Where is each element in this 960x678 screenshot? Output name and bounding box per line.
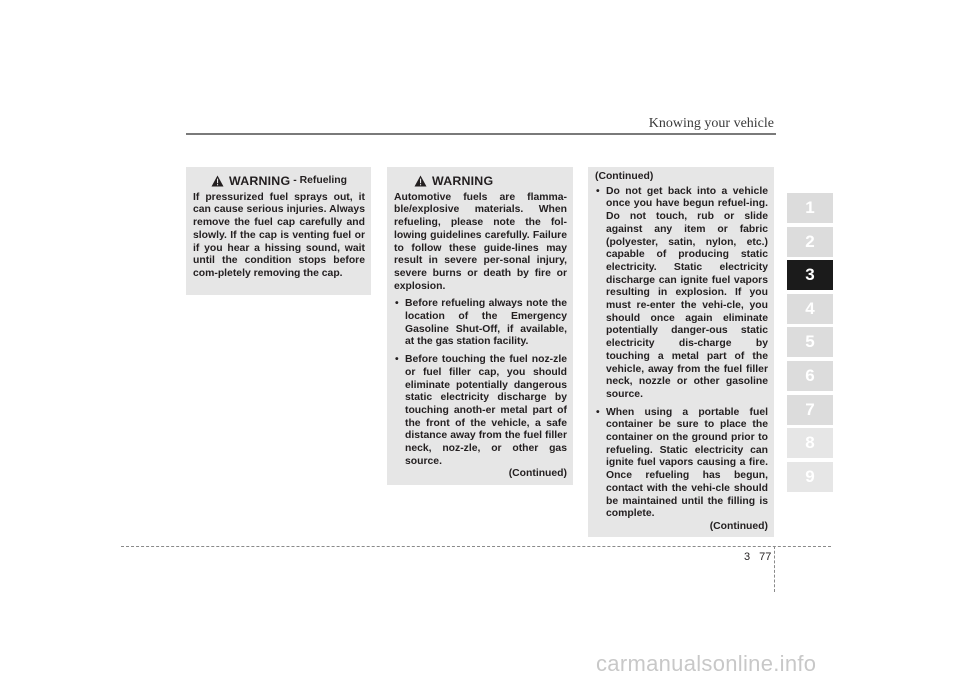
continued-label: (Continued) <box>508 468 567 480</box>
chapter-tab-5[interactable]: 5 <box>787 327 833 357</box>
list-item: • When using a portable fuel container be sure to place the container on the ground prior to refueling. Static electricity can ignite fuel vapors causing a fire. Once refueling has begun, contact with the vehi-cle should be maintained until the filling is complete. <box>595 407 768 521</box>
warning-box-continued <box>588 167 774 537</box>
warning-intro: Automotive fuels are flamma-ble/explosive materials. When refueling, please note the fol-lowing guidelines carefully. Failure to follow these guide-lines may result in severe per-sonal injury, severe burns or death by fire or explosion. <box>394 191 567 292</box>
list-item: • Before touching the fuel noz-zle or fuel filler cap, you should eliminate potentially dangerous static electricity discharge by touching anoth-er metal part of the front of the vehicle, a safe distance away from the fuel filler neck, noz-zle, or other gas source. <box>394 354 567 468</box>
page-number <box>744 551 771 563</box>
warning-body: If pressurized fuel sprays out, it can cause serious injuries. Always remove the fuel cap carefully and slowly. If the cap is venting fuel or if you hear a hissing sound, wait until the condition stops before com-pletely removing the cap. <box>193 191 365 279</box>
watermark: carmanualsonline.info <box>596 651 817 676</box>
warning-bullet-list <box>394 298 567 468</box>
list-item: • Do not get back into a vehicle once you have begun refuel-ing. Do not touch, rub or slide against any item or fabric (polyester, satin, nylon, etc.) capable of producing static electricity. Static electricity discharge can ignite fuel vapors resulting in explosion. If you must re-enter the vehi-cle, you should once again eliminate potentially danger-ous static electricity dis-charge by touching a metal part of the vehicle, away from the fuel filler neck, nozzle or other gasoline source. <box>595 186 768 402</box>
section-title: Knowing your vehicle <box>648 116 774 131</box>
chapter-tabs <box>787 193 833 495</box>
chapter-tab-7[interactable]: 7 <box>787 395 833 425</box>
warning-box-refueling <box>186 167 371 295</box>
chapter-tab-8[interactable]: 8 <box>787 428 833 458</box>
continued-label-top: (Continued) <box>595 171 654 182</box>
warning-bullet-list <box>595 186 768 521</box>
warning-header <box>394 175 567 188</box>
chapter-tab-6[interactable]: 6 <box>787 361 833 391</box>
warning-title: WARNING <box>432 174 494 188</box>
warning-triangle-icon <box>414 175 427 187</box>
chapter-tab-4[interactable]: 4 <box>787 294 833 324</box>
chapter-tab-9[interactable]: 9 <box>787 462 833 492</box>
warning-header <box>193 175 365 188</box>
page-chapter: 3 <box>744 551 751 563</box>
chapter-tab-1[interactable]: 1 <box>787 193 833 223</box>
footer-divider <box>121 546 831 547</box>
warning-box-fuels <box>387 167 573 485</box>
page-index: 77 <box>759 551 772 563</box>
continued-label: (Continued) <box>709 520 768 532</box>
warning-triangle-icon <box>211 175 224 187</box>
header-divider <box>186 133 776 135</box>
list-item: • Before refueling always note the location of the Emergency Gasoline Shut-Off, if available, at the gas station facility. <box>394 298 567 349</box>
warning-subtitle: - Refueling <box>293 175 347 186</box>
warning-title: WARNING <box>229 174 291 188</box>
footer-vertical-divider <box>774 546 775 592</box>
chapter-tab-3[interactable]: 3 <box>787 260 833 290</box>
chapter-tab-2[interactable]: 2 <box>787 227 833 257</box>
